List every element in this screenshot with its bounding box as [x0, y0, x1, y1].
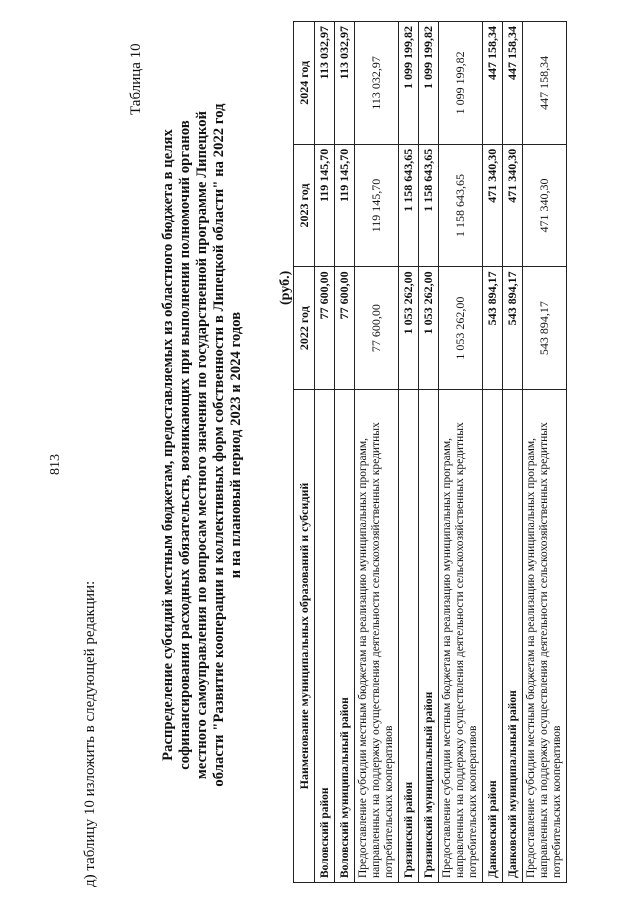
- row-name: Предоставление субсидии местным бюджетам на реализацию муниципальных программ, направленных на поддержку осуществления деятельности сельскохозяйственных кредитных потребительских кооперативов: [523, 390, 567, 883]
- row-name: Грязинский район: [399, 390, 419, 883]
- title-line: и на плановый период 2023 и 2024 годов: [228, 311, 244, 579]
- value-2024: 113 032,97: [315, 22, 335, 145]
- title-line: софинансирования расходных обязательств, возникающих при выполнении полномочий органов: [177, 120, 193, 770]
- value-2022: 1 053 262,00: [399, 267, 419, 390]
- value-2024: 447 158,34: [483, 22, 503, 145]
- table-header-row: [294, 22, 315, 883]
- col-header-2024: 2024 год: [294, 22, 315, 145]
- subsidy-table: [293, 21, 567, 883]
- col-header-2023: 2023 год: [294, 144, 315, 267]
- value-2023: 471 340,30: [523, 144, 567, 267]
- col-header-name: Наименование муниципальных образований и субсидий: [294, 390, 315, 883]
- table-row: [483, 22, 503, 883]
- value-2024: 447 158,34: [523, 22, 567, 145]
- value-2023: 1 158 643,65: [399, 144, 419, 267]
- unit-label: (руб.): [278, 270, 293, 305]
- table-row: [335, 22, 355, 883]
- row-name: Предоставление субсидии местным бюджетам на реализацию муниципальных программ, направленных на поддержку осуществления деятельности сельскохозяйственных кредитных потребительских кооперативов: [355, 390, 399, 883]
- value-2022: 1 053 262,00: [419, 267, 439, 390]
- table-row: [439, 22, 483, 883]
- row-name: Воловский район: [315, 390, 335, 883]
- table-row: [419, 22, 439, 883]
- value-2022: 77 600,00: [335, 267, 355, 390]
- value-2022: 543 894,17: [503, 267, 523, 390]
- row-name: Воловский муниципальный район: [335, 390, 355, 883]
- title-line: местного самоуправления по вопросам местного значения по государственной программе Липецкой: [194, 110, 210, 780]
- value-2024: 113 032,97: [355, 22, 399, 145]
- value-2024: 1 099 199,82: [439, 22, 483, 145]
- value-2022: 543 894,17: [483, 267, 503, 390]
- value-2023: 471 340,30: [503, 144, 523, 267]
- row-name: Грязинский муниципальный район: [419, 390, 439, 883]
- value-2023: 1 158 643,65: [419, 144, 439, 267]
- table-row: [523, 22, 567, 883]
- value-2023: 119 145,70: [355, 144, 399, 267]
- document-title: [160, 65, 245, 825]
- table-row: [315, 22, 335, 883]
- value-2023: 471 340,30: [483, 144, 503, 267]
- title-line: Распределение субсидий местным бюджетам, предоставляемых из областного бюджета в целях: [160, 129, 176, 761]
- title-line: области "Развитие кооперации и коллективных форм собственности в Липецкой области" на 2022 год: [211, 103, 227, 787]
- value-2023: 119 145,70: [335, 144, 355, 267]
- value-2022: 543 894,17: [523, 267, 567, 390]
- table-row: [355, 22, 399, 883]
- value-2022: 77 600,00: [315, 267, 335, 390]
- col-header-2022: 2022 год: [294, 267, 315, 390]
- value-2022: 77 600,00: [355, 267, 399, 390]
- page-number: 813: [48, 454, 63, 475]
- row-name: Данковский район: [483, 390, 503, 883]
- value-2022: 1 053 262,00: [439, 267, 483, 390]
- table-label: Таблица 10: [128, 43, 144, 115]
- value-2023: 1 158 643,65: [439, 144, 483, 267]
- row-name: Предоставление субсидии местным бюджетам на реализацию муниципальных программ, направленных на поддержку осуществления деятельности сельскохозяйственных кредитных потребительских кооперативов: [439, 390, 483, 883]
- value-2024: 113 032,97: [335, 22, 355, 145]
- value-2024: 1 099 199,82: [419, 22, 439, 145]
- row-name: Данковский муниципальный район: [503, 390, 523, 883]
- table-row: [503, 22, 523, 883]
- table-row: [399, 22, 419, 883]
- intro-line: д) таблицу 10 изложить в следующей редакции:: [82, 580, 98, 887]
- value-2024: 1 099 199,82: [399, 22, 419, 145]
- value-2024: 447 158,34: [503, 22, 523, 145]
- value-2023: 119 145,70: [315, 144, 335, 267]
